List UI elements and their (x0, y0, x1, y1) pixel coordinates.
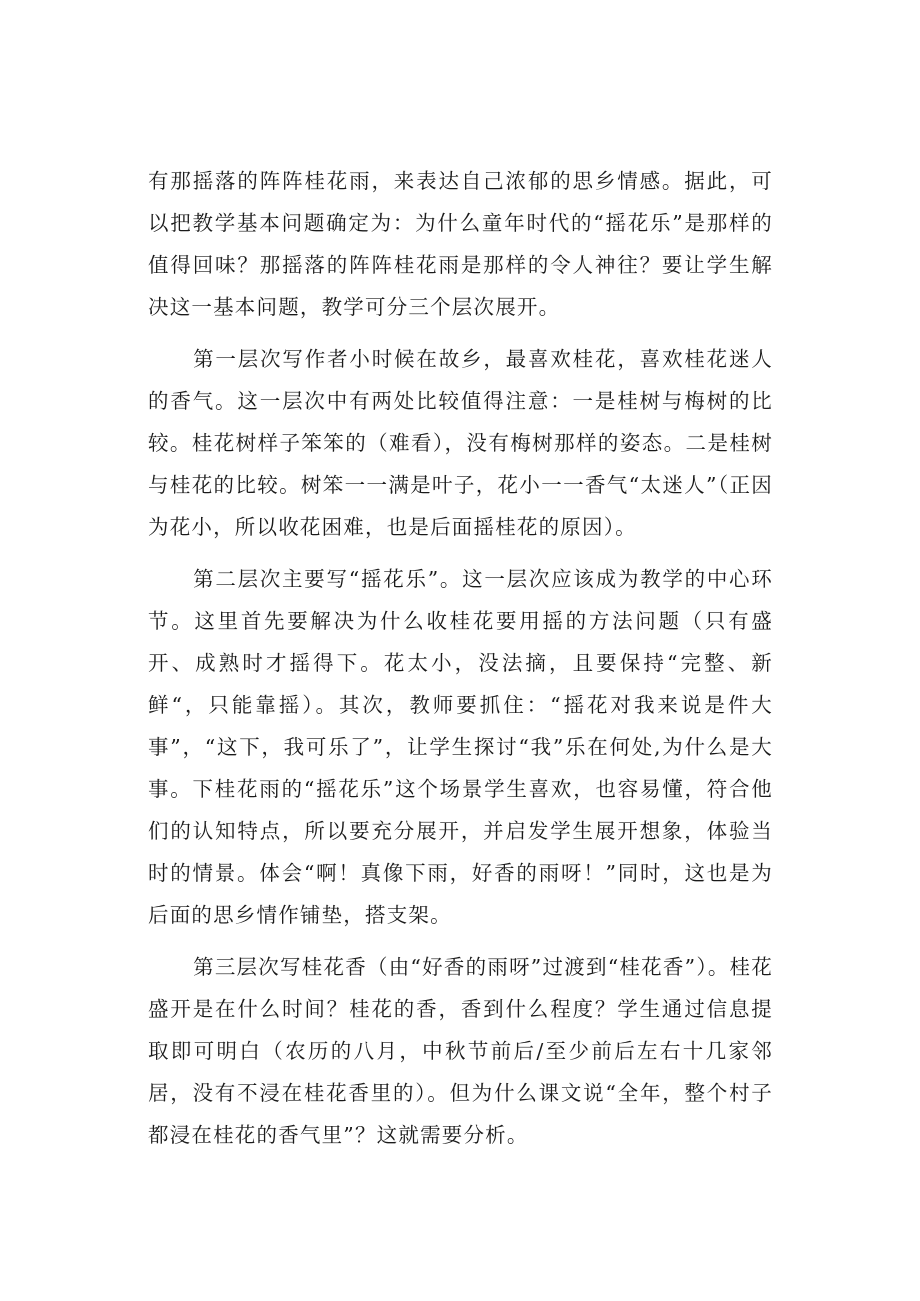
paragraph-1: 有那摇落的阵阵桂花雨，来表达自己浓郁的思乡情感。据此，可以把教学基本问题确定为：为什么童年时代的“摇花乐”是那样的值得回味？那摇落的阵阵桂花雨是那样的令人神往？要让学生解决这一基本问题，教学可分三个层次展开。 (148, 169, 773, 319)
paragraph-3: 第二层次主要写“摇花乐”。这一层次应该成为教学的中心环节。这里首先要解决为什么收桂花要用摇的方法问题（只有盛开、成熟时才摇得下。花太小，没法摘，且要保持“完整、新鲜“，只能靠摇）。其次，教师要抓住：“摇花对我来说是件大事”，“这下，我可乐了”，让学生探讨“我”乐在何处,为什么是大事。下桂花雨的“摇花乐”这个场景学生喜欢，也容易懂，符合他们的认知特点，所以要充分展开，并启发学生展开想象，体验当时的情景。体会“啊！真像下雨，好香的雨呀！”同时，这也是为后面的思乡情作铺垫，搭支架。 (148, 567, 773, 927)
paragraph-2: 第一层次写作者小时候在故乡，最喜欢桂花，喜欢桂花迷人的香气。这一层次中有两处比较值得注意：一是桂树与梅树的比较。桂花树样子笨笨的（难看），没有梅树那样的姿态。二是桂树与桂花的比较。树笨一一满是叶子，花小一一香气“太迷人”（正因为花小，所以收花困难，也是后面摇桂花的原因）。 (148, 347, 773, 539)
body-text (148, 160, 773, 1166)
paragraph-4: 第三层次写桂花香（由“好香的雨呀”过渡到“桂花香”）。桂花盛开是在什么时间？桂花的香，香到什么程度？学生通过信息提取即可明白（农历的八月，中秋节前后/至少前后左右十几家邻居，没有不浸在桂花香里的）。但为什么课文说“全年，整个村子都浸在桂花的香气里”？这就需要分析。 (148, 955, 773, 1147)
